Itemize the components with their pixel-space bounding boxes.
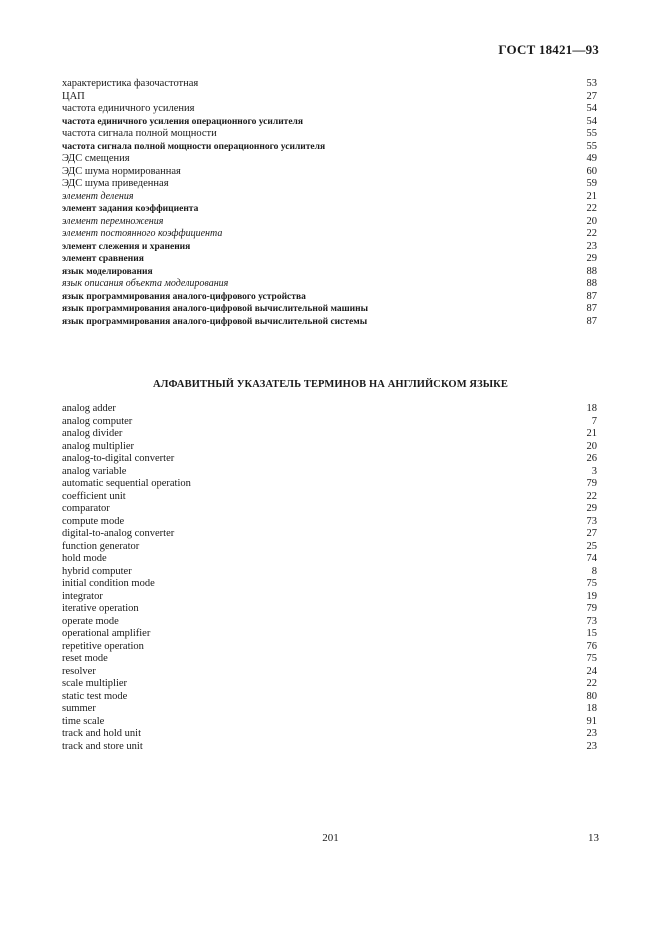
english-index-row [62, 403, 597, 416]
index-term: язык программирования аналого-цифровой вычислительной машины [62, 304, 368, 314]
index-term: resolver [62, 665, 96, 677]
english-index-row [62, 616, 597, 629]
index-page-number: 23 [586, 728, 597, 739]
index-term: ЭДС шума приведенная [62, 178, 169, 189]
index-term: static test mode [62, 690, 128, 702]
index-term: operate mode [62, 615, 119, 627]
index-page-number: 19 [586, 590, 597, 602]
index-term: integrator [62, 590, 103, 602]
index-page-number: 54 [586, 115, 597, 127]
english-index-row [62, 728, 597, 741]
english-index-row [62, 678, 597, 691]
index-page-number: 23 [586, 240, 597, 252]
index-page-number: 88 [586, 265, 597, 277]
index-page-number: 22 [586, 228, 597, 239]
index-term: reset mode [62, 653, 108, 664]
index-term: repetitive operation [62, 640, 144, 652]
index-term: hold mode [62, 553, 107, 564]
english-index-row [62, 591, 597, 604]
index-page-number: 7 [591, 415, 597, 427]
index-term: частота сигнала полной мощности [62, 128, 217, 139]
index-page-number: 53 [586, 78, 597, 89]
index-page-number: 22 [586, 490, 597, 502]
page-number-center: 201 [322, 832, 339, 844]
index-term: элемент деления [62, 190, 134, 202]
index-page-number: 15 [586, 628, 597, 639]
english-index-row [62, 578, 597, 591]
english-index-row [62, 516, 597, 529]
english-index-row [62, 541, 597, 554]
index-term: частота единичного усиления операционного усилителя [62, 116, 304, 127]
english-index-row [62, 528, 597, 541]
index-term: compute mode [62, 515, 125, 527]
index-page-number: 18 [586, 403, 597, 414]
index-page-number: 29 [586, 253, 597, 264]
index-page-number: 27 [586, 528, 597, 539]
index-page-number: 22 [586, 203, 597, 214]
english-index-row [62, 603, 597, 616]
index-term: initial condition mode [62, 578, 155, 589]
index-term: язык программирования аналого-цифрового устройства [62, 291, 306, 302]
russian-index-row [62, 103, 597, 116]
english-index-row [62, 466, 597, 479]
index-page-number: 73 [586, 515, 597, 527]
index-page-number: 76 [586, 640, 597, 652]
russian-index-row [62, 241, 597, 254]
index-term: analog divider [62, 428, 123, 439]
russian-index-row [62, 278, 597, 291]
english-index-row [62, 441, 597, 454]
index-term: operational amplifier [62, 628, 151, 639]
index-term: track and hold unit [62, 728, 142, 739]
russian-index-row [62, 116, 597, 129]
english-index-row [62, 453, 597, 466]
index-page-number: 79 [586, 478, 597, 489]
english-index-row [62, 491, 597, 504]
index-term: характеристика фазочастотная [62, 78, 199, 89]
index-term: частота сигнала полной мощности операционного усилителя [62, 141, 326, 152]
english-index-title: АЛФАВИТНЫЙ УКАЗАТЕЛЬ ТЕРМИНОВ НА АНГЛИЙСКОМ ЯЗЫКЕ [153, 379, 508, 390]
english-index-row [62, 628, 597, 641]
index-term: time scale [62, 715, 105, 727]
index-term: analog computer [62, 415, 133, 427]
index-page-number: 87 [586, 303, 597, 314]
index-term: элемент постоянного коэффициента [62, 228, 223, 239]
english-index-row [62, 653, 597, 666]
index-page-number: 75 [586, 578, 597, 589]
index-page-number: 75 [586, 653, 597, 664]
english-index-row [62, 666, 597, 679]
index-term: язык программирования аналого-цифровой вычислительной системы [62, 316, 368, 327]
index-page-number: 24 [586, 665, 597, 677]
index-page-number: 20 [586, 440, 597, 452]
index-page-number: 54 [586, 103, 597, 114]
index-page-number: 23 [586, 740, 597, 752]
russian-index-row [62, 128, 597, 141]
index-page-number: 73 [586, 615, 597, 627]
index-page-number: 29 [586, 503, 597, 514]
russian-index-row [62, 153, 597, 166]
russian-index-row [62, 266, 597, 279]
index-term: summer [62, 703, 96, 714]
index-page-number: 79 [586, 603, 597, 614]
russian-index-row [62, 216, 597, 229]
russian-index-row [62, 141, 597, 154]
russian-index-row [62, 166, 597, 179]
index-page-number: 22 [586, 678, 597, 689]
russian-index-row [62, 191, 597, 204]
english-index-row [62, 641, 597, 654]
document-standard-header: ГОСТ 18421—93 [498, 42, 599, 57]
index-term: digital-to-analog converter [62, 528, 175, 539]
index-page-number: 21 [586, 190, 597, 202]
index-page-number: 49 [586, 153, 597, 164]
english-index-row [62, 703, 597, 716]
index-page-number: 91 [586, 715, 597, 727]
index-term: iterative operation [62, 603, 139, 614]
index-term: automatic sequential operation [62, 478, 191, 489]
index-page-number: 3 [591, 465, 597, 477]
english-term-index [62, 403, 597, 753]
index-page-number: 87 [586, 290, 597, 302]
russian-index-row [62, 303, 597, 316]
index-page-number: 60 [586, 165, 597, 177]
english-index-row [62, 478, 597, 491]
russian-index-row [62, 228, 597, 241]
index-page-number: 59 [586, 178, 597, 189]
russian-index-row [62, 291, 597, 304]
index-page-number: 87 [586, 315, 597, 327]
index-term: элемент перемножения [62, 215, 164, 227]
index-page-number: 88 [586, 278, 597, 289]
index-page-number: 74 [586, 553, 597, 564]
index-term: comparator [62, 503, 110, 514]
english-index-row [62, 503, 597, 516]
index-term: ЭДС смещения [62, 153, 130, 164]
index-term: элемент сравнения [62, 254, 144, 264]
index-page-number: 80 [586, 690, 597, 702]
index-term: частота единичного усиления [62, 103, 195, 114]
page-number-right: 13 [588, 832, 599, 844]
index-term: элемент задания коэффициента [62, 204, 199, 214]
index-page-number: 55 [586, 128, 597, 139]
english-index-row [62, 566, 597, 579]
russian-index-row [62, 316, 597, 329]
index-page-number: 25 [586, 540, 597, 552]
english-index-row [62, 741, 597, 754]
index-term: coefficient unit [62, 490, 126, 502]
index-term: hybrid computer [62, 565, 132, 577]
russian-index-row [62, 253, 597, 266]
russian-index-row [62, 203, 597, 216]
english-index-row [62, 553, 597, 566]
index-page-number: 55 [586, 140, 597, 152]
index-term: ЭДС шума нормированная [62, 165, 181, 177]
russian-term-index [62, 78, 597, 328]
index-term: analog variable [62, 465, 127, 477]
index-page-number: 21 [586, 428, 597, 439]
index-term: ЦАП [62, 90, 85, 102]
english-index-row [62, 691, 597, 704]
index-term: scale multiplier [62, 678, 128, 689]
russian-index-row [62, 78, 597, 91]
index-page-number: 8 [591, 565, 597, 577]
english-index-row [62, 428, 597, 441]
english-index-row [62, 716, 597, 729]
russian-index-row [62, 91, 597, 104]
index-term: язык моделирования [62, 266, 153, 277]
index-term: track and store unit [62, 740, 143, 752]
index-page-number: 18 [586, 703, 597, 714]
index-term: analog adder [62, 403, 116, 414]
index-term: analog multiplier [62, 440, 135, 452]
index-term: function generator [62, 540, 140, 552]
index-term: analog-to-digital converter [62, 453, 175, 464]
index-term: элемент слежения и хранения [62, 241, 191, 252]
russian-index-row [62, 178, 597, 191]
english-index-row [62, 416, 597, 429]
index-page-number: 27 [586, 90, 597, 102]
index-term: язык описания объекта моделирования [62, 278, 229, 289]
index-page-number: 26 [586, 453, 597, 464]
index-page-number: 20 [586, 215, 597, 227]
